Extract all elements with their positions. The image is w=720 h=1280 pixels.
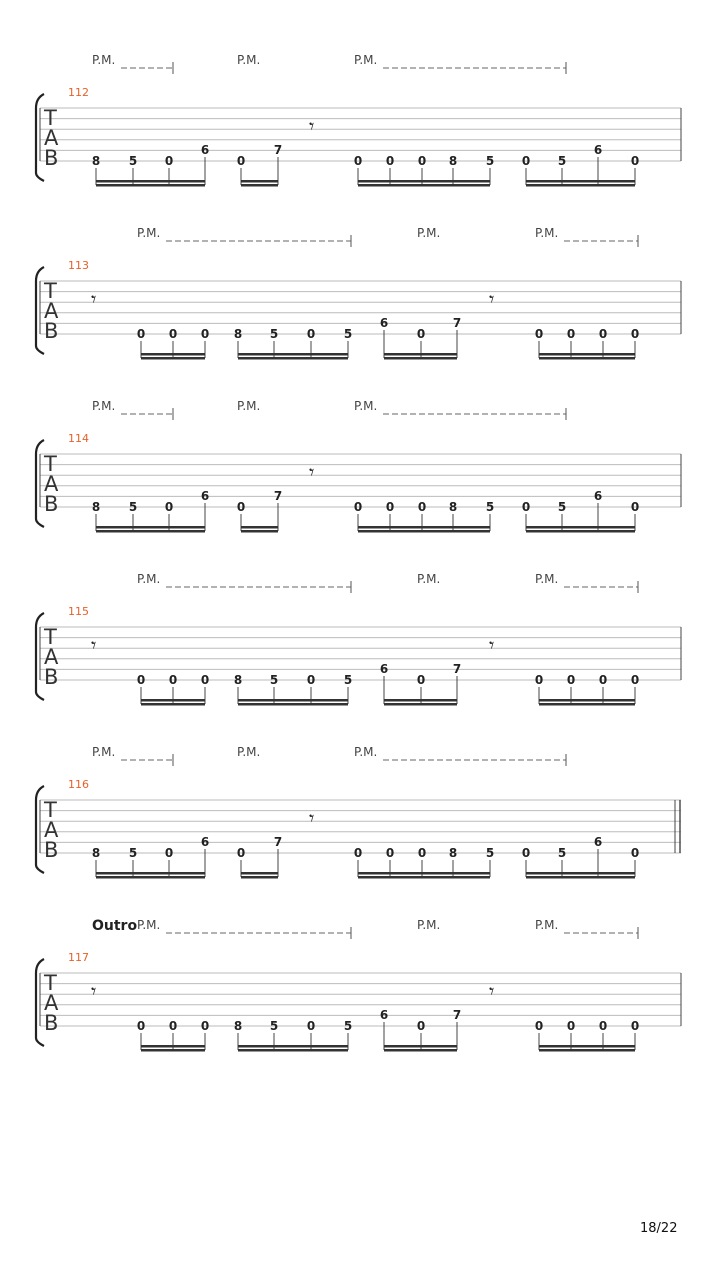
measure-number: 117 bbox=[68, 951, 89, 964]
tab-clef-letter: T bbox=[44, 625, 57, 649]
rest-symbol: 𝄾 bbox=[489, 633, 495, 657]
fret-number: 0 bbox=[385, 846, 395, 860]
tab-clef-letter: T bbox=[44, 452, 57, 476]
fret-number: 0 bbox=[521, 500, 531, 514]
beam bbox=[539, 1045, 635, 1048]
fret-number: 0 bbox=[630, 154, 640, 168]
beam bbox=[384, 1045, 457, 1048]
fret-number: 8 bbox=[233, 327, 243, 341]
beam bbox=[238, 353, 348, 356]
palm-mute-label: P.M. bbox=[92, 53, 116, 67]
palm-mute-label: P.M. bbox=[535, 918, 559, 932]
fret-number: 0 bbox=[200, 673, 210, 687]
tab-clef-letter: A bbox=[44, 645, 59, 669]
fret-number: 0 bbox=[417, 500, 427, 514]
fret-number: 6 bbox=[593, 489, 603, 503]
fret-number: 0 bbox=[630, 846, 640, 860]
rest-symbol: 𝄾 bbox=[91, 287, 97, 311]
fret-number: 5 bbox=[128, 846, 138, 860]
beam bbox=[384, 357, 457, 360]
palm-mute-label: P.M. bbox=[417, 226, 441, 240]
beam bbox=[141, 353, 205, 356]
rest-symbol: 𝄾 bbox=[309, 460, 315, 484]
fret-number: 8 bbox=[448, 846, 458, 860]
measure-number: 116 bbox=[68, 778, 89, 791]
fret-number: 0 bbox=[598, 327, 608, 341]
fret-number: 0 bbox=[417, 154, 427, 168]
beam bbox=[539, 699, 635, 702]
fret-number: 0 bbox=[630, 500, 640, 514]
palm-mute-label: P.M. bbox=[417, 918, 441, 932]
beam bbox=[539, 353, 635, 356]
rest-symbol: 𝄾 bbox=[309, 114, 315, 138]
fret-number: 0 bbox=[353, 154, 363, 168]
palm-mute-label: P.M. bbox=[417, 572, 441, 586]
fret-number: 5 bbox=[128, 154, 138, 168]
beam bbox=[526, 184, 635, 187]
fret-number: 7 bbox=[452, 316, 462, 330]
measure-number: 114 bbox=[68, 432, 89, 445]
palm-mute-label: P.M. bbox=[92, 745, 116, 759]
fret-number: 0 bbox=[353, 846, 363, 860]
fret-number: 0 bbox=[521, 846, 531, 860]
fret-number: 6 bbox=[593, 835, 603, 849]
beam bbox=[539, 1049, 635, 1052]
beam bbox=[358, 180, 490, 183]
tab-clef-letter: T bbox=[44, 798, 57, 822]
measure-number: 112 bbox=[68, 86, 89, 99]
rest-symbol: 𝄾 bbox=[489, 287, 495, 311]
beam bbox=[141, 699, 205, 702]
fret-number: 0 bbox=[200, 327, 210, 341]
fret-number: 0 bbox=[136, 327, 146, 341]
fret-number: 7 bbox=[452, 662, 462, 676]
fret-number: 6 bbox=[200, 489, 210, 503]
rest-symbol: 𝄾 bbox=[91, 979, 97, 1003]
fret-number: 0 bbox=[598, 1019, 608, 1033]
measure-number: 115 bbox=[68, 605, 89, 618]
fret-number: 0 bbox=[164, 500, 174, 514]
tab-clef-letter: B bbox=[44, 319, 59, 343]
fret-number: 0 bbox=[521, 154, 531, 168]
tab-clef-letter: A bbox=[44, 126, 59, 150]
palm-mute-label: P.M. bbox=[137, 226, 161, 240]
tab-clef-letter: B bbox=[44, 1011, 59, 1035]
beam bbox=[141, 703, 205, 706]
tab-system bbox=[36, 745, 681, 879]
fret-number: 0 bbox=[236, 500, 246, 514]
fret-number: 8 bbox=[91, 154, 101, 168]
fret-number: 0 bbox=[416, 673, 426, 687]
fret-number: 0 bbox=[164, 846, 174, 860]
fret-number: 6 bbox=[379, 316, 389, 330]
fret-number: 7 bbox=[452, 1008, 462, 1022]
beam bbox=[96, 184, 205, 187]
beam bbox=[358, 876, 490, 879]
palm-mute-label: P.M. bbox=[535, 572, 559, 586]
fret-number: 0 bbox=[200, 1019, 210, 1033]
beam bbox=[238, 1045, 348, 1048]
fret-number: 0 bbox=[630, 673, 640, 687]
fret-number: 8 bbox=[448, 154, 458, 168]
beam bbox=[526, 872, 635, 875]
beam bbox=[96, 526, 205, 529]
beam bbox=[96, 530, 205, 533]
fret-number: 5 bbox=[269, 327, 279, 341]
fret-number: 0 bbox=[164, 154, 174, 168]
fret-number: 0 bbox=[416, 1019, 426, 1033]
beam bbox=[238, 699, 348, 702]
tab-clef-letter: A bbox=[44, 472, 59, 496]
beam bbox=[241, 876, 278, 879]
fret-number: 8 bbox=[91, 846, 101, 860]
beam bbox=[526, 876, 635, 879]
palm-mute-label: P.M. bbox=[237, 399, 261, 413]
beam bbox=[384, 1049, 457, 1052]
beam bbox=[238, 1049, 348, 1052]
fret-number: 0 bbox=[598, 673, 608, 687]
rest-symbol: 𝄾 bbox=[489, 979, 495, 1003]
measure-number: 113 bbox=[68, 259, 89, 272]
fret-number: 6 bbox=[200, 835, 210, 849]
fret-number: 0 bbox=[306, 673, 316, 687]
fret-number: 0 bbox=[353, 500, 363, 514]
tab-clef-letter: T bbox=[44, 106, 57, 130]
fret-number: 0 bbox=[416, 327, 426, 341]
fret-number: 7 bbox=[273, 143, 283, 157]
tab-clef-letter: B bbox=[44, 665, 59, 689]
fret-number: 0 bbox=[630, 1019, 640, 1033]
fret-number: 6 bbox=[379, 1008, 389, 1022]
palm-mute-label: P.M. bbox=[92, 399, 116, 413]
beam bbox=[241, 526, 278, 529]
tab-clef-letter: B bbox=[44, 492, 59, 516]
beam bbox=[358, 526, 490, 529]
fret-number: 5 bbox=[343, 327, 353, 341]
beam bbox=[96, 876, 205, 879]
palm-mute-label: P.M. bbox=[535, 226, 559, 240]
fret-number: 0 bbox=[630, 327, 640, 341]
palm-mute-label: P.M. bbox=[137, 572, 161, 586]
beam bbox=[384, 703, 457, 706]
palm-mute-label: P.M. bbox=[354, 745, 378, 759]
fret-number: 5 bbox=[485, 846, 495, 860]
beam bbox=[238, 357, 348, 360]
beam bbox=[526, 530, 635, 533]
fret-number: 0 bbox=[566, 327, 576, 341]
fret-number: 5 bbox=[343, 673, 353, 687]
beam bbox=[539, 703, 635, 706]
fret-number: 0 bbox=[534, 1019, 544, 1033]
fret-number: 5 bbox=[269, 673, 279, 687]
fret-number: 0 bbox=[566, 1019, 576, 1033]
tab-system bbox=[36, 918, 681, 1052]
beam bbox=[241, 872, 278, 875]
fret-number: 5 bbox=[485, 500, 495, 514]
fret-number: 5 bbox=[557, 154, 567, 168]
beam bbox=[526, 526, 635, 529]
tab-clef-letter: T bbox=[44, 279, 57, 303]
beam bbox=[96, 180, 205, 183]
fret-number: 0 bbox=[136, 1019, 146, 1033]
beam bbox=[141, 1045, 205, 1048]
fret-number: 0 bbox=[306, 327, 316, 341]
fret-number: 5 bbox=[557, 846, 567, 860]
fret-number: 0 bbox=[534, 673, 544, 687]
fret-number: 8 bbox=[91, 500, 101, 514]
fret-number: 5 bbox=[128, 500, 138, 514]
beam bbox=[241, 184, 278, 187]
tab-clef-letter: A bbox=[44, 299, 59, 323]
beam bbox=[539, 357, 635, 360]
fret-number: 5 bbox=[269, 1019, 279, 1033]
tab-clef-letter: B bbox=[44, 838, 59, 862]
fret-number: 0 bbox=[417, 846, 427, 860]
fret-number: 8 bbox=[233, 1019, 243, 1033]
fret-number: 0 bbox=[136, 673, 146, 687]
fret-number: 0 bbox=[534, 327, 544, 341]
fret-number: 0 bbox=[385, 154, 395, 168]
fret-number: 0 bbox=[566, 673, 576, 687]
fret-number: 6 bbox=[379, 662, 389, 676]
palm-mute-label: P.M. bbox=[137, 918, 161, 932]
beam bbox=[526, 180, 635, 183]
fret-number: 5 bbox=[343, 1019, 353, 1033]
fret-number: 8 bbox=[448, 500, 458, 514]
rest-symbol: 𝄾 bbox=[91, 633, 97, 657]
palm-mute-label: P.M. bbox=[237, 53, 261, 67]
beam bbox=[96, 872, 205, 875]
tab-clef-letter: A bbox=[44, 818, 59, 842]
tab-system bbox=[36, 226, 681, 360]
beam bbox=[141, 1049, 205, 1052]
beam bbox=[141, 357, 205, 360]
fret-number: 0 bbox=[168, 1019, 178, 1033]
fret-number: 7 bbox=[273, 489, 283, 503]
beam bbox=[358, 872, 490, 875]
tab-system bbox=[36, 572, 681, 706]
tab-clef-letter: T bbox=[44, 971, 57, 995]
tab-clef-letter: A bbox=[44, 991, 59, 1015]
fret-number: 0 bbox=[385, 500, 395, 514]
fret-number: 0 bbox=[306, 1019, 316, 1033]
fret-number: 0 bbox=[168, 673, 178, 687]
beam bbox=[241, 180, 278, 183]
tab-system bbox=[36, 399, 681, 533]
beam bbox=[241, 530, 278, 533]
fret-number: 7 bbox=[273, 835, 283, 849]
section-label: Outro bbox=[92, 918, 138, 934]
fret-number: 0 bbox=[168, 327, 178, 341]
fret-number: 8 bbox=[233, 673, 243, 687]
tab-system bbox=[36, 53, 681, 187]
fret-number: 0 bbox=[236, 846, 246, 860]
page-number: 18/22 bbox=[640, 1221, 678, 1236]
beam bbox=[358, 530, 490, 533]
fret-number: 5 bbox=[485, 154, 495, 168]
palm-mute-label: P.M. bbox=[237, 745, 261, 759]
beam bbox=[238, 703, 348, 706]
fret-number: 5 bbox=[557, 500, 567, 514]
fret-number: 6 bbox=[200, 143, 210, 157]
beam bbox=[384, 699, 457, 702]
palm-mute-label: P.M. bbox=[354, 399, 378, 413]
beam bbox=[384, 353, 457, 356]
fret-number: 0 bbox=[236, 154, 246, 168]
tab-clef-letter: B bbox=[44, 146, 59, 170]
rest-symbol: 𝄾 bbox=[309, 806, 315, 830]
beam bbox=[358, 184, 490, 187]
palm-mute-label: P.M. bbox=[354, 53, 378, 67]
fret-number: 6 bbox=[593, 143, 603, 157]
